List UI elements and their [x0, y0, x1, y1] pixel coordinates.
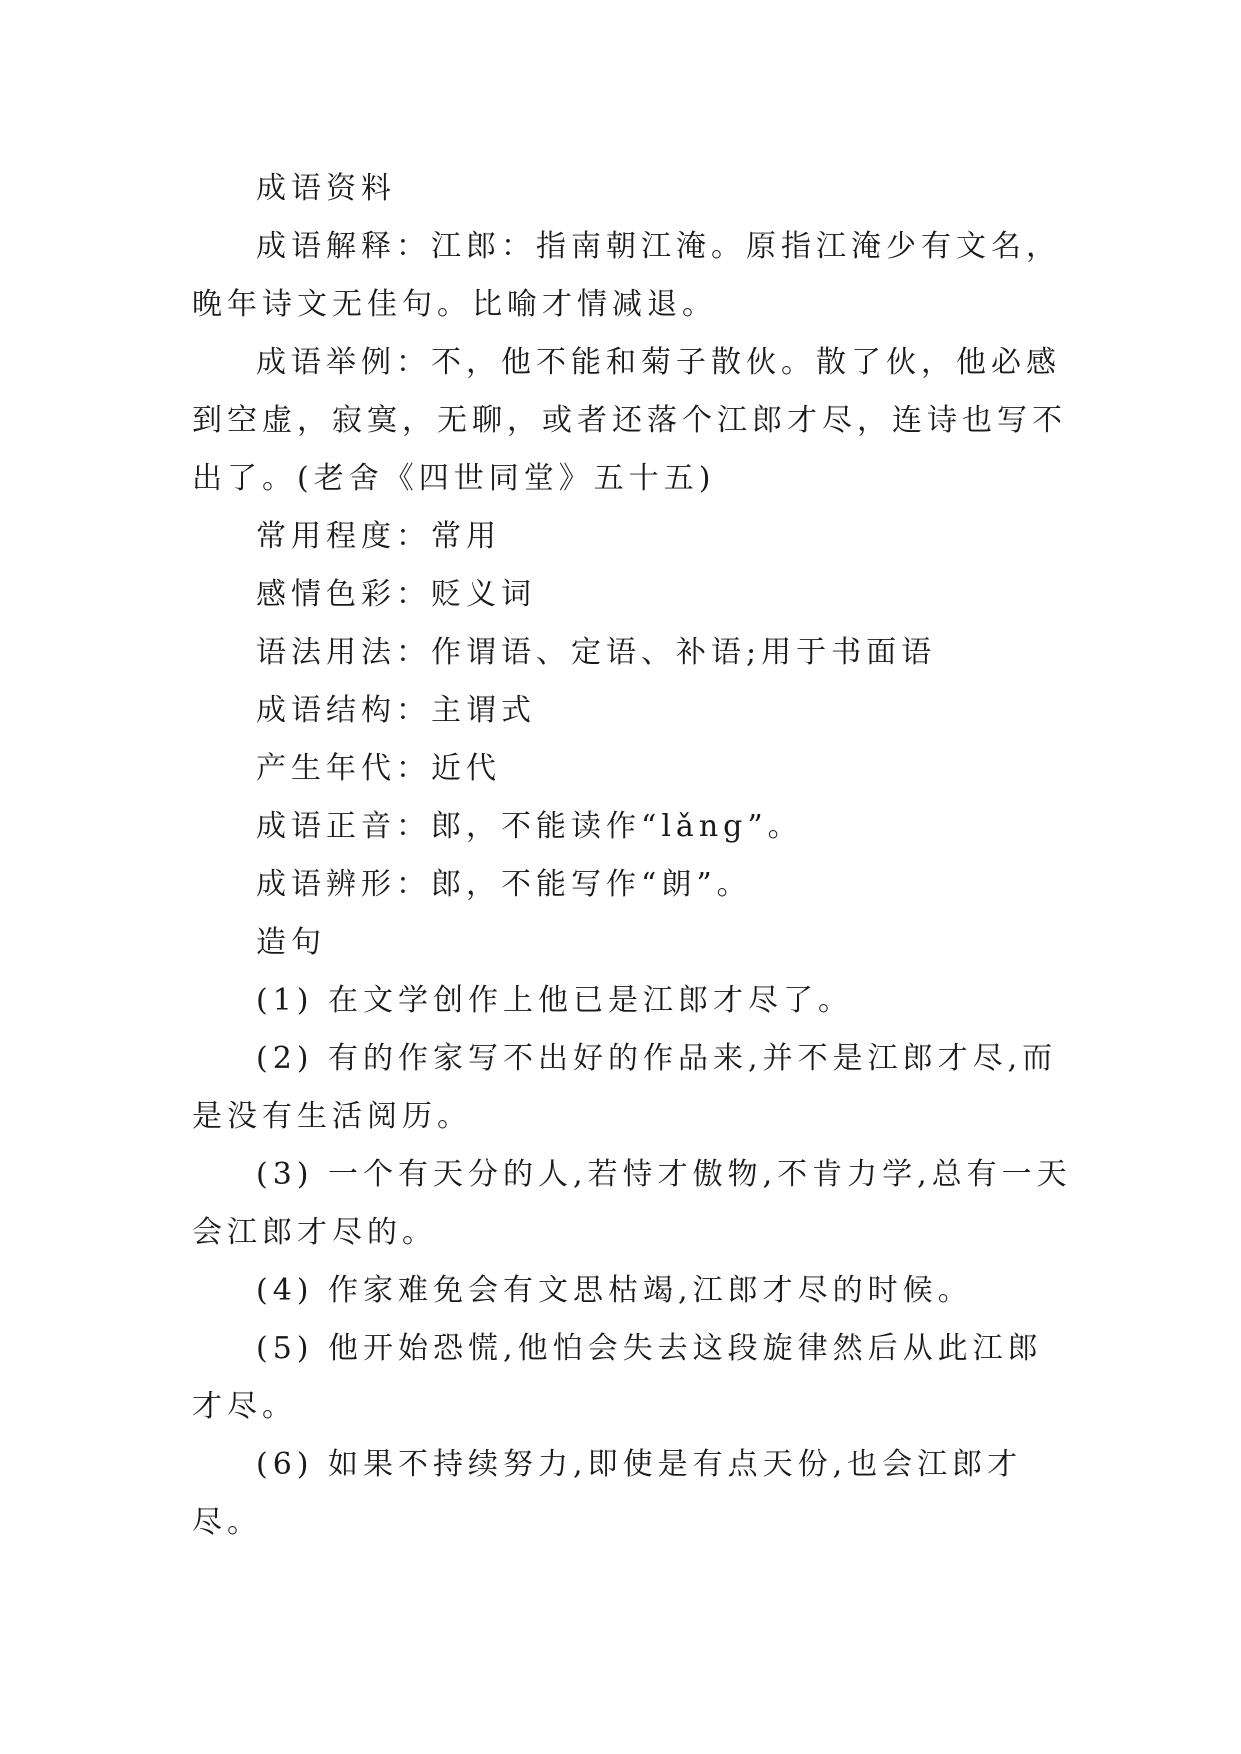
idiom-explanation: 成语解释：江郎：指南朝江淹。原指江淹少有文名，晚年诗文无佳句。比喻才情减退。 — [192, 229, 1061, 322]
origin-era: 产生年代：近代 — [256, 751, 501, 786]
grammar-usage: 语法用法：作谓语、定语、补语;用于书面语 — [256, 635, 937, 670]
pronunciation-note: 成语正音：郎，不能读作“lǎng”。 — [256, 809, 803, 844]
example-sentence: (5) 他开始恐慌,他怕会失去这段旋律然后从此江郎才尽。 — [192, 1331, 1043, 1424]
example-sentence: (2) 有的作家写不出好的作品来,并不是江郎才尽,而是没有生活阅历。 — [192, 1041, 1058, 1134]
example-sentence: (6) 如果不持续努力,即使是有点天份,也会江郎才尽。 — [192, 1447, 1023, 1540]
document-body — [192, 160, 1072, 1552]
form-note: 成语辨形：郎，不能写作“朗”。 — [256, 867, 752, 902]
example-sentence: (4) 作家难免会有文思枯竭,江郎才尽的时候。 — [256, 1273, 973, 1308]
idiom-example: 成语举例：不，他不能和菊子散伙。散了伙，他必感到空虚，寂寞，无聊，或者还落个江郎才尽，连诗也写不出了。(老舍《四世同堂》五十五) — [192, 345, 1067, 496]
sentences-heading: 造句 — [256, 925, 326, 960]
example-sentence: (1) 在文学创作上他已是江郎才尽了。 — [256, 983, 854, 1018]
idiom-structure: 成语结构：主谓式 — [256, 693, 536, 728]
section-heading: 成语资料 — [256, 171, 396, 206]
example-sentence: (3) 一个有天分的人,若恃才傲物,不肯力学,总有一天会江郎才尽的。 — [192, 1157, 1072, 1250]
emotional-color: 感情色彩：贬义词 — [256, 577, 536, 612]
usage-frequency: 常用程度：常用 — [256, 519, 501, 554]
